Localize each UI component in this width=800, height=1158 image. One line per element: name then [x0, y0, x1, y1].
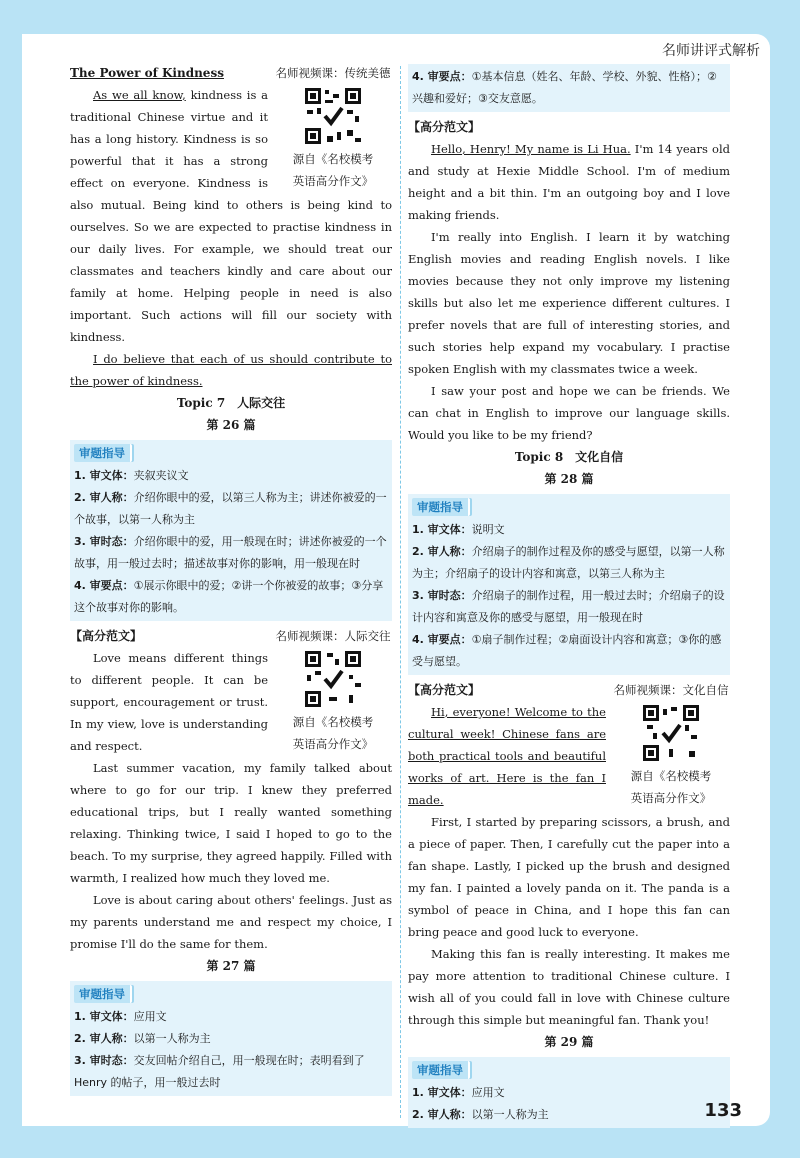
source-line: 源自《名校模考	[292, 715, 374, 729]
column-divider	[400, 66, 401, 1118]
essay-paragraph: Last summer vacation, my family talked about where to go for our trip. I knew they preferred educational trips, but I really wanted something relaxing. Thinking twice, I said I hoped to go to the beach. To my surprise, they agreed happily. Filled with warmth, I realized how much they loved me.	[70, 761, 392, 885]
essay-title: The Power of Kindness	[70, 66, 224, 80]
guide-item: 1. 审文体：夹叙夹议文	[74, 469, 189, 482]
essay-paragraph: Making this fan is really interesting. It makes me pay more attention to traditional Chinese culture. I wish all of you could fall in love with Chinese culture through this simple but meaningful fan. Thank you!	[408, 947, 730, 1027]
guide-item: 1. 审文体：应用文	[412, 1086, 505, 1099]
source-line: 英语高分作文》	[630, 791, 712, 805]
paragraph-text: kindness is a traditional Chinese virtue and it has a long history. Kindness is so powerful that it has a strong effect on everyone. Kindness is also mutual. Being kind to others is being kind to ourselves. So we are expected to practise kindness in our daily lives. For example, we should treat our classmates and teachers kindly and care about our family at home. Helping people in need is also important. Such actions will fill our society with kindness.	[70, 88, 392, 344]
piece-heading: 第 26 篇	[206, 418, 256, 432]
guide-tag: 审题指导	[412, 1061, 470, 1079]
guide-box	[70, 440, 392, 621]
guide-item: 4. 审要点：①扇子制作过程；②扇面设计内容和寓意；③你的感受与愿望。	[412, 633, 722, 668]
essay-paragraph: I do believe that each of us should contribute to the power of kindness.	[70, 352, 392, 388]
video-box-kindness	[274, 62, 392, 192]
video-box-culture	[612, 679, 730, 809]
piece-heading: 第 28 篇	[544, 472, 594, 486]
underlined-phrase: As we all know,	[93, 88, 186, 102]
essay-paragraph: Love means different things to different people. It can be support, encouragement or trust. In my view, love is understanding and respect.	[70, 651, 268, 753]
guide-item: 1. 审文体：说明文	[412, 523, 505, 536]
guide-item: 2. 审人称：介绍扇子的制作过程及你的感受与愿望，以第一人称为主；介绍扇子的设计内容和寓意，以第三人称为主	[412, 545, 725, 580]
video-label: 名师视频课：传统美德	[275, 66, 391, 80]
guide-item: 2. 审人称：介绍你眼中的爱，以第三人称为主；讲述你被爱的一个故事，以第一人称为主	[74, 491, 387, 526]
guide-item: 3. 审时态：介绍扇子的制作过程，用一般过去时；介绍扇子的设计内容和寓意及你的感受与愿望，用一般现在时	[412, 589, 725, 624]
guide-box-continued	[408, 64, 730, 112]
page-header: 名师讲评式解析	[662, 43, 760, 59]
essay-paragraph: Love is about caring about others' feelings. Just as my parents understand me and respect my choice, I promise I'll do the same for them.	[70, 893, 392, 951]
essay-paragraph: I'm really into English. I learn it by watching English movies and reading English novels. I like movies because they not only improve my listening skills but also let me experience different cultures. I prefer novels that are full of interesting stories, and such stories help expand my vocabulary. I practise spoken English with my classmates twice a week.	[408, 230, 730, 376]
essay-paragraph: I saw your post and hope we can be friends. We can chat in English to improve our language skills. Would you like to be my friend?	[408, 384, 730, 442]
qr-code-icon[interactable]	[641, 703, 701, 763]
left-column	[70, 62, 392, 1100]
page-number: 133	[704, 1100, 742, 1121]
model-essay-tag: 【高分范文】	[70, 629, 143, 643]
paragraph-text: I'm 14 years old and study at Hexie Middle School. I'm of medium height and a bit thin. I'm an outgoing boy and I love making friends.	[408, 142, 730, 222]
topic-heading: Topic 7 人际交往	[176, 396, 286, 410]
qr-code-icon[interactable]	[303, 86, 363, 146]
guide-item: 3. 审时态：交友回帖介绍自己，用一般现在时；表明看到了 Henry 的帖子，用一般过去时	[74, 1054, 365, 1089]
guide-tag: 审题指导	[412, 498, 470, 516]
guide-item: 2. 审人称：以第一人称为主	[412, 1108, 549, 1121]
video-label: 名师视频课：人际交往	[275, 629, 391, 643]
model-essay-tag: 【高分范文】	[408, 683, 481, 697]
guide-box	[70, 981, 392, 1096]
guide-tag: 审题指导	[74, 985, 132, 1003]
essay-paragraph	[408, 138, 730, 226]
piece-heading: 第 27 篇	[206, 959, 256, 973]
guide-tag: 审题指导	[74, 444, 132, 462]
video-box-relations	[274, 625, 392, 755]
source-line: 英语高分作文》	[292, 174, 374, 188]
guide-item: 4. 审要点：①基本信息（姓名、年龄、学校、外貌、性格）；②兴趣和爱好；③交友意愿。	[412, 70, 717, 105]
source-line: 源自《名校模考	[292, 152, 374, 166]
essay-paragraph: First, I started by preparing scissors, a brush, and a piece of paper. Then, I carefully cut the paper into a fan shape. Lastly, I picked up the brush and designed my fan. I painted a lovely panda on it. The panda is a symbol of peace in China, and I hope this fan can bring peace and good luck to everyone.	[408, 815, 730, 939]
source-line: 英语高分作文》	[292, 737, 374, 751]
qr-code-icon[interactable]	[303, 649, 363, 709]
piece-heading: 第 29 篇	[544, 1035, 594, 1049]
underlined-phrase: Hello, Henry! My name is Li Hua.	[431, 142, 631, 156]
guide-item: 3. 审时态：介绍你眼中的爱，用一般现在时；讲述你被爱的一个故事，用一般过去时；描述故事对你的影响，用一般现在时	[74, 535, 387, 570]
video-label: 名师视频课：文化自信	[613, 683, 729, 697]
model-essay-tag: 【高分范文】	[408, 120, 481, 134]
source-line: 源自《名校模考	[630, 769, 712, 783]
topic-heading: Topic 8 文化自信	[514, 450, 624, 464]
guide-item: 2. 审人称：以第一人称为主	[74, 1032, 211, 1045]
guide-item: 4. 审要点：①展示你眼中的爱；②讲一个你被爱的故事；③分享这个故事对你的影响。	[74, 579, 384, 614]
right-column	[408, 62, 730, 1132]
guide-box	[408, 494, 730, 675]
essay-paragraph: Hi, everyone! Welcome to the cultural week! Chinese fans are both practical tools and beautiful works of art. Here is the fan I made.	[408, 705, 606, 807]
guide-item: 1. 审文体：应用文	[74, 1010, 167, 1023]
guide-box	[408, 1057, 730, 1128]
